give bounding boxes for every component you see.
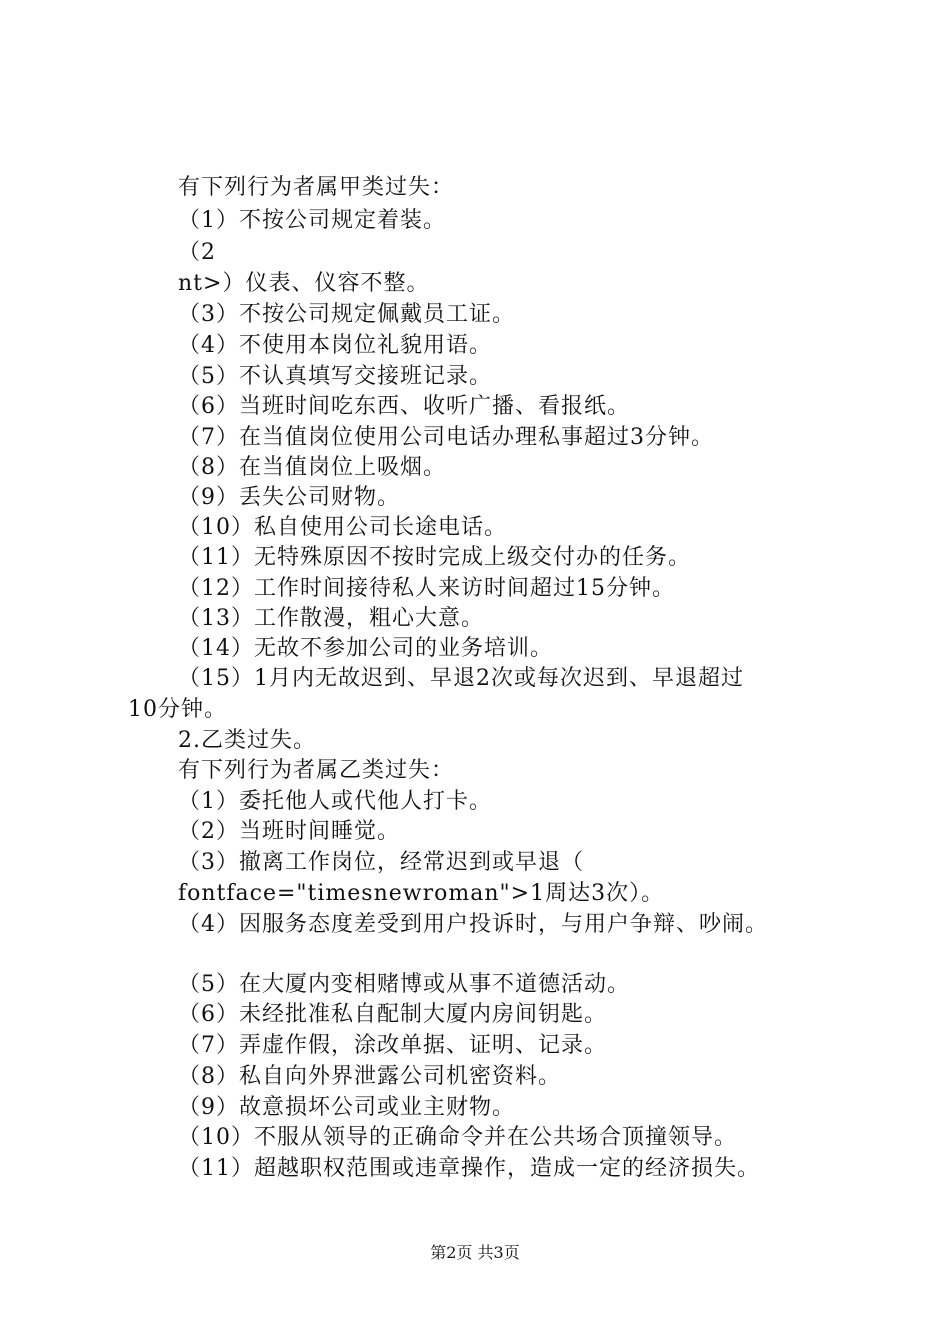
text-line: （13）工作散漫，粗心大意。 xyxy=(178,606,484,631)
text-line: （11）无特殊原因不按时完成上级交付办的任务。 xyxy=(178,545,691,570)
text-line: 2.乙类过失。 xyxy=(178,728,316,753)
text-line: （4）不使用本岗位礼貌用语。 xyxy=(178,333,492,358)
text-line: fontface="timesnewroman">1周达3次）。 xyxy=(178,881,665,906)
text-line: （10）不服从领导的正确命令并在公共场合顶撞领导。 xyxy=(178,1125,737,1150)
text-line: （14）无故不参加公司的业务培训。 xyxy=(178,636,553,661)
text-line: （15）1月内无故迟到、早退2次或每次迟到、早退超过 xyxy=(178,666,744,691)
text-line: （7）弄虚作假，涂改单据、证明、记录。 xyxy=(178,1033,607,1058)
text-line: （5）不认真填写交接班记录。 xyxy=(178,364,492,389)
text-line: （1）不按公司规定着装。 xyxy=(178,208,446,233)
text-line: nt>）仪表、仪容不整。 xyxy=(178,271,430,296)
text-line: （1）委托他人或代他人打卡。 xyxy=(178,789,492,814)
text-line: （8）私自向外界泄露公司机密资料。 xyxy=(178,1064,561,1089)
text-line: （3）撤离工作岗位，经常迟到或早退（ xyxy=(178,850,584,875)
text-line: 有下列行为者属甲类过失： xyxy=(178,175,455,200)
text-line: （6）未经批准私自配制大厦内房间钥匙。 xyxy=(178,1002,607,1027)
text-line: （3）不按公司规定佩戴员工证。 xyxy=(178,302,515,327)
text-line: 10分钟。 xyxy=(128,697,227,722)
text-line: （6）当班时间吃东西、收听广播、看报纸。 xyxy=(178,394,630,419)
text-line: （4）因服务态度差受到用户投诉时，与用户争辩、吵闹。 xyxy=(178,912,768,937)
text-line: （2）当班时间睡觉。 xyxy=(178,819,400,844)
text-line: （7）在当值岗位使用公司电话办理私事超过3分钟。 xyxy=(178,425,714,450)
text-line: （9）丢失公司财物。 xyxy=(178,485,400,510)
page-number-footer: 第2页 共3页 xyxy=(430,1243,520,1262)
text-line: 有下列行为者属乙类过失： xyxy=(178,758,455,783)
text-line: （10）私自使用公司长途电话。 xyxy=(178,515,507,540)
text-line: （11）超越职权范围或违章操作，造成一定的经济损失。 xyxy=(178,1156,760,1181)
text-line: （8）在当值岗位上吸烟。 xyxy=(178,455,446,480)
text-line: （9）故意损坏公司或业主财物。 xyxy=(178,1095,515,1120)
text-line: （5）在大厦内变相赌博或从事不道德活动。 xyxy=(178,972,630,997)
text-line: （2 xyxy=(178,240,216,265)
text-line: （12）工作时间接待私人来访时间超过15分钟。 xyxy=(178,576,675,601)
